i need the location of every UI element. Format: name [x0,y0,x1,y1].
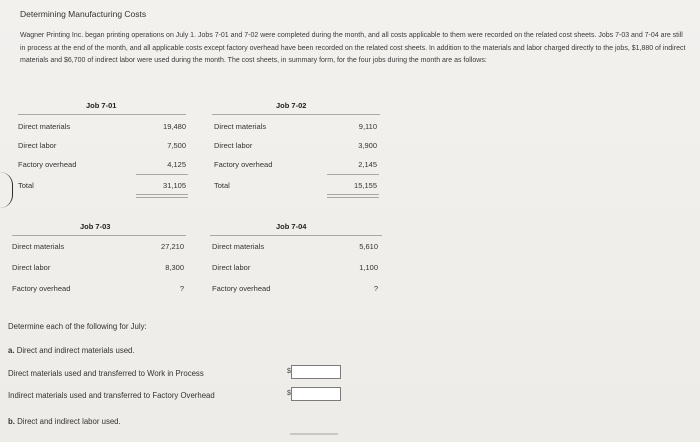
indirect-materials-used-input[interactable] [291,387,341,401]
job-701-total-value: 31,105 [163,181,186,190]
job-701-factory-overhead-value: 4,125 [167,160,186,169]
job-702-direct-materials-label: Direct materials [214,122,267,131]
currency-symbol: $ [287,368,291,375]
job-703-factory-overhead-value: ? [179,284,184,293]
job-704-direct-labor-value: 1,100 [359,263,378,272]
question-a-line1-label: Direct materials used and transferred to Work in Process [8,369,204,378]
job-701-direct-materials-value: 19,480 [163,122,186,131]
currency-symbol: $ [287,390,291,397]
question-b-text: Direct and indirect labor used. [17,417,121,426]
job-703-direct-materials-value: 27,210 [161,242,184,251]
job-701-factory-overhead-label: Factory overhead [18,160,77,169]
question-a-line2-label: Indirect materials used and transferred to Factory Overhead [8,391,215,400]
next-answer-box-edge [290,433,338,435]
job-703-factory-overhead-label: Factory overhead [12,284,71,293]
question-b [8,417,121,426]
job-702-header-rule [212,114,380,115]
job-701-total-label: Total [18,181,34,190]
job-704-direct-labor-label: Direct labor [212,263,251,272]
job-704-factory-overhead-value: ? [373,284,378,293]
job-703-direct-labor-label: Direct labor [12,263,51,272]
question-a [8,346,135,355]
question-a-letter: a. [8,346,15,355]
job-703-direct-labor-value: 8,300 [165,263,184,272]
job-701-total-rule [136,174,188,175]
job-702-double-rule [327,194,379,198]
job-701-header-rule [18,114,186,115]
job-704-header-rule [210,235,382,236]
job-704-heading: Job 7-04 [276,222,307,231]
job-702-factory-overhead-value: 2,145 [358,160,377,169]
job-704-direct-materials-value: 5,610 [359,242,378,251]
job-702-total-label: Total [214,181,230,190]
page-edge-bracket [0,172,13,208]
job-702-total-rule [327,174,379,175]
job-701-heading: Job 7-01 [86,101,117,110]
job-701-direct-materials-label: Direct materials [18,122,71,131]
question-b-letter: b. [8,417,15,426]
job-704-direct-materials-label: Direct materials [212,242,265,251]
job-703-heading: Job 7-03 [80,222,111,231]
question-prompt: Determine each of the following for July: [8,322,147,331]
job-702-direct-labor-value: 3,900 [358,141,377,150]
job-703-header-rule [12,235,186,236]
page-title: Determining Manufacturing Costs [20,9,147,19]
job-703-direct-materials-label: Direct materials [12,242,65,251]
job-702-direct-materials-value: 9,110 [358,122,377,131]
job-701-double-rule [136,194,188,198]
job-702-direct-labor-label: Direct labor [214,141,253,150]
direct-materials-used-input[interactable] [291,365,341,379]
problem-intro: Wagner Printing Inc. began printing operations on July 1. Jobs 7-01 and 7-02 were completed during the month, and all costs applicable to them were recorded on the related cost sheets. Jobs 7-03 and 7-04 are still in process at the end of the month, and all applicable costs except factory overhead have been recorded on the related cost sheets. In addition to the materials and labor charged directly to the jobs, $1,880 of indirect materials and $6,700 of indirect labor were used during the month. The cost sheets, in summary form, for the four jobs during the month are as follows: [20,32,686,64]
job-701-direct-labor-value: 7,500 [167,141,186,150]
job-702-factory-overhead-label: Factory overhead [214,160,273,169]
job-704-factory-overhead-label: Factory overhead [212,284,271,293]
job-702-heading: Job 7-02 [276,101,307,110]
question-a-text: Direct and indirect materials used. [16,346,135,355]
job-702-total-value: 15,155 [354,181,377,190]
job-701-direct-labor-label: Direct labor [18,141,57,150]
